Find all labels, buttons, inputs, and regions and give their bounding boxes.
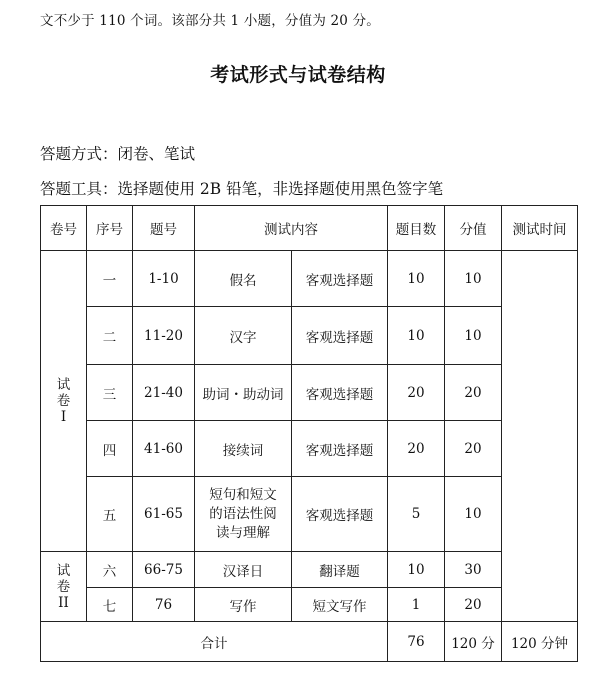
row-topic: 写作 [195, 588, 292, 622]
row-qnum: 76 [133, 588, 195, 622]
row-count: 20 [388, 365, 445, 421]
total-count: 76 [388, 622, 445, 662]
time-empty-cell [502, 251, 578, 622]
row-topic: 汉译日 [195, 552, 292, 588]
row-order: 六 [87, 552, 133, 588]
page-title: 考试形式与试卷结构 [210, 64, 386, 86]
header-qnum: 题号 [133, 206, 195, 251]
row-order: 五 [87, 477, 133, 552]
total-time: 120 分钟 [502, 622, 578, 662]
row-topic: 助词・助动词 [195, 365, 292, 421]
row-type: 客观选择题 [292, 421, 388, 477]
row-count: 10 [388, 552, 445, 588]
row-type: 客观选择题 [292, 251, 388, 307]
paper2-label: 试卷II [56, 562, 71, 611]
paper1-cell [41, 251, 87, 552]
row-count: 10 [388, 251, 445, 307]
paper1-label: 试卷I [56, 377, 71, 425]
row-score: 20 [445, 588, 502, 622]
row-score: 10 [445, 307, 502, 365]
table-row [41, 251, 578, 307]
row-count: 1 [388, 588, 445, 622]
table-row [41, 588, 578, 622]
total-label: 合计 [41, 622, 388, 662]
table-row [41, 552, 578, 588]
row-qnum: 21-40 [133, 365, 195, 421]
row-order: 一 [87, 251, 133, 307]
row-count: 10 [388, 307, 445, 365]
row-qnum: 1-10 [133, 251, 195, 307]
row-order: 三 [87, 365, 133, 421]
row-score: 20 [445, 421, 502, 477]
row-score: 10 [445, 477, 502, 552]
table-total-row [41, 622, 578, 662]
row-type: 客观选择题 [292, 365, 388, 421]
total-score: 120 分 [445, 622, 502, 662]
row-order: 二 [87, 307, 133, 365]
row-topic: 短句和短文的语法性阅读与理解 [209, 486, 277, 541]
table-row [41, 477, 578, 552]
row-topic: 接续词 [195, 421, 292, 477]
row-score: 20 [445, 365, 502, 421]
row-score: 10 [445, 251, 502, 307]
row-score: 30 [445, 552, 502, 588]
row-order: 七 [87, 588, 133, 622]
row-type: 客观选择题 [292, 307, 388, 365]
table-row [41, 307, 578, 365]
paper2-cell [41, 552, 87, 622]
row-order: 四 [87, 421, 133, 477]
row-topic-cell [195, 477, 292, 552]
header-time: 测试时间 [502, 206, 578, 251]
table-row [41, 365, 578, 421]
answer-method: 答题方式：闭卷、笔试 [40, 145, 196, 163]
header-paper: 卷号 [41, 206, 87, 251]
row-type: 客观选择题 [292, 477, 388, 552]
intro-line: 文不少于 110 个词。该部分共 1 小题，分值为 20 分。 [40, 13, 380, 29]
header-score: 分值 [445, 206, 502, 251]
row-qnum: 11-20 [133, 307, 195, 365]
header-content: 测试内容 [195, 206, 388, 251]
table-header-row [41, 206, 578, 251]
table-row [41, 421, 578, 477]
row-type: 翻译题 [292, 552, 388, 588]
row-count: 20 [388, 421, 445, 477]
row-topic: 假名 [195, 251, 292, 307]
row-qnum: 41-60 [133, 421, 195, 477]
header-order: 序号 [87, 206, 133, 251]
row-topic: 汉字 [195, 307, 292, 365]
answer-tools: 答题工具：选择题使用 2B 铅笔，非选择题使用黑色签字笔 [40, 180, 444, 198]
row-type: 短文写作 [292, 588, 388, 622]
exam-structure-table [40, 205, 578, 662]
header-count: 题目数 [388, 206, 445, 251]
row-qnum: 66-75 [133, 552, 195, 588]
row-count: 5 [388, 477, 445, 552]
row-qnum: 61-65 [133, 477, 195, 552]
